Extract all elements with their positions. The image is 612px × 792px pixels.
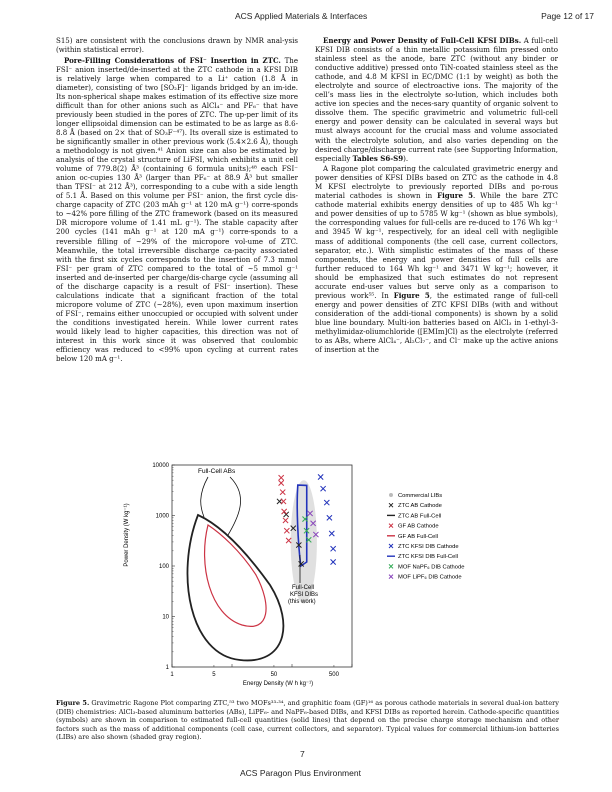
x-axis-label: Energy Density (W h kg⁻¹) <box>242 681 314 687</box>
page-number: 7 <box>300 749 305 759</box>
legend-label: ZTC KFSI DIB Full-Cell <box>398 554 458 561</box>
y-tick-label: 100 <box>158 564 169 570</box>
arrow <box>228 477 241 535</box>
paragraph: S15) are consistent with the conclusions drawn by NMR anal-ysis (within statistical error). <box>56 36 298 55</box>
page-indicator: Page 12 of 17 <box>541 11 594 21</box>
legend-label: Commercial LIBs <box>398 493 443 499</box>
legend-label: ZTC AB Cathode <box>398 503 442 510</box>
legend-swatch <box>389 493 393 497</box>
legend-label: GF AB Full-Cell <box>398 533 438 540</box>
figure-caption: Figure 5. Gravimetric Ragone Plot comparing ZTC,⁵³ two MOFs³³·³⁴, and graphitic foam (GF)¹⁶ as porous cathode materials in several dual-ion battery (DIB) chemistries: AlCl₃-based aluminum batteries (ABs), LiPF₆- and NaPF₆-based DIBs, and KFSI DIBs as reported herein. Cathode-specific quantities (symbols) are shown in comparison to estimated full-cell quantities (solid lines) that depend on the precise charge storage mechanism and other factors such as the mass of additional components (cell case, current collectors, and separator). Typical values for commercial lithium-ion batteries (LIBs) are also shown (shaded gray region). <box>56 699 560 742</box>
y-tick-label: 10000 <box>152 463 169 469</box>
left-column <box>56 36 298 365</box>
plot-frame <box>172 465 352 667</box>
data-point-gf-ab-cathode <box>281 499 286 504</box>
data-point-gf-ab-cathode <box>286 538 291 543</box>
arrow <box>201 477 208 517</box>
legend-item <box>389 575 462 581</box>
journal-header: ACS Applied Materials & Interfaces <box>235 11 368 21</box>
data-point-gf-ab-cathode <box>280 490 285 495</box>
legend-label: MOF NaPF₆ DIB Cathode <box>398 564 465 571</box>
legend-item <box>387 534 438 540</box>
data-point-ztc-kfsi-dib-cathode <box>331 546 336 551</box>
x-tick-label: 1 <box>170 672 174 678</box>
annotation-fullcell-abs: Full-Cell ABs <box>198 468 236 475</box>
paragraph: Pore-Filling Considerations of FSI⁻ Insertion in ZTC. The FSI⁻ anion inserted/de-inserted at the ZTC cathode in a KFSI DIB is relatively large when compared to a Li⁺ cation (1.8 Å in diameter), consisting of two [SO₂F]⁻ ligands bridged by an im-ide. Its non-spherical shape makes estimation of its effective size more difficult than for other anions such as AlCl₄⁻ and PF₆⁻ that have previously been studied in the pores of ZTC. The up-per limit of its longer ellipsoidal dimension can be estimated to be as large as 8.6-8.8 Å (based on 2× that of SO₃F⁻⁴⁷). Its overall size is estimated to be significantly smaller in other previous work (5.4×2.6 Å), though a methodology is not given.⁴¹ Anion size can also be estimated by analysis of the crystal structure of LiFSI, which exhibits a unit cell volume of 779.8(2) Å³ (containing 6 formula units);⁴⁸ each FSI⁻ anion oc-cupies 130 Å³ (larger than PF₆⁻ at 88.9 Å³ but smaller than TFSI⁻ at 212 Å³), corresponding to a cube with a side length of 5.1 Å. Based on this volume per FSI⁻ anion, the first cycle dis-charge capacity of ZTC (203 mAh g⁻¹ at 120 mA g⁻¹) corre-sponds to ~42% pore filling of the ZTC framework (based on its measured DR micropore volume of 1.41 mL g⁻¹). The stable capacity after 200 cycles (141 mAh g⁻¹ at 120 mA g⁻¹) corre-sponds to a reversible filling of ~29% of the micropore vol-ume of ZTC. Meanwhile, the total irreversible discharge ca-pacity associated with the first six cycles corresponds to the insertion of 7.3 mmol FSI⁻ per gram of ZTC compared to the total of ~5 mmol g⁻¹ inserted and de-inserted per charge/dis-charge cycle (assuming all of the discharge capacity is a result of FSI⁻ insertion). These calculations indicate that a significant fraction of the total micropore volume of ZTC (~28%), even upon maximum insertion of FSI⁻, remains either unoccupied or occupied with solvent under the conditions investigated herein. While lower current rates would likely lead to higher capacities, this direction was not of interest in this work since it was observed that coulombic efficiency was reduced to <99% upon cycling at current rates below 120 mA g⁻¹. <box>56 55 298 364</box>
legend-item <box>389 493 442 499</box>
y-tick-label: 1 <box>165 665 169 671</box>
data-point-ztc-kfsi-dib-cathode <box>329 531 334 536</box>
legend-item <box>389 524 439 530</box>
ragone-plot <box>120 455 496 695</box>
data-point-gf-ab-cathode <box>284 528 289 533</box>
annotation-kfsi-1: Full-Cell <box>292 585 315 591</box>
data-point-ztc-kfsi-dib-cathode <box>318 474 323 479</box>
x-tick-label: 500 <box>328 672 339 678</box>
legend-item <box>389 564 464 570</box>
legend-item <box>387 554 458 560</box>
plot-axes <box>152 463 352 678</box>
data-point-gf-ab-cathode <box>279 480 284 485</box>
legend-item <box>389 544 459 550</box>
figure-reference[interactable]: Figure 5 <box>437 191 473 201</box>
legend-item <box>389 503 442 509</box>
section-heading: Energy and Power Density of Full-Cell KFSI DIBs. <box>323 36 522 45</box>
range-regions <box>187 477 319 660</box>
data-point-ztc-kfsi-dib-cathode <box>327 515 332 520</box>
ztc-ab-fullcell-outline <box>187 515 283 660</box>
legend-label: ZTC AB Full-Cell <box>398 513 442 520</box>
figure-reference[interactable]: Figure 5 <box>393 290 430 300</box>
legend-label: ZTC KFSI DIB Cathode <box>398 544 459 550</box>
right-column <box>315 36 558 356</box>
annotation-kfsi-2: KFSI DIBs <box>290 592 319 598</box>
y-tick-label: 1000 <box>155 513 169 520</box>
legend-label: MOF LiPF₆ DIB Cathode <box>398 574 462 581</box>
paragraph: Energy and Power Density of Full-Cell KFSI DIBs. A full-cell KFSI DIB consists of a thin metallic potassium film pressed onto stainless steel as the anode, bare ZTC (without any binder or conductive additive) pressed onto TiN-coated stainless steel as the cathode, and 4.8 M KFSI in EC/DMC (1:1 by weight) as both the electrolyte and source of electroactive ions. The majority of the cell’s mass lies in the electrolyte so-lution, which includes both active ion species and the neces-sary quantity of organic solvent to dissolve them. The specific gravimetric and volumetric full-cell energy and power density can be calculated in several ways but must always account for the crucial mass and volume associated with the electrolyte solution, and also varies depending on the desired charge/discharge current rate (see Supporting Information, especially Tables S6-S9). <box>315 36 559 163</box>
publisher-footer: ACS Paragon Plus Environment <box>240 768 361 778</box>
data-point-gf-ab-cathode <box>282 509 287 514</box>
caption-label: Figure 5. <box>56 699 90 707</box>
legend-item <box>387 513 441 519</box>
y-tick-label: 10 <box>162 614 169 621</box>
section-heading: Pore-Filling Considerations of FSI⁻ Insertion in ZTC. <box>64 55 281 65</box>
data-point-ztc-ab-cathode <box>284 512 289 517</box>
data-point-gf-ab-cathode <box>279 475 284 480</box>
paragraph: A Ragone plot comparing the calculated gravimetric energy and power densities of KFSI DIBs based on ZTC as the cathode in 4.8 M KFSI electrolyte to previously reported DIBs and po-rous material cathodes is shown in Figure 5. While the bare ZTC cathode material exhibits energy densities of up to 485 Wh kg⁻¹ and power densities of up to 5785 W kg⁻¹ (shown as blue symbols), the corresponding values for full-cells are re-duced to 176 Wh kg⁻¹ and 3945 W kg⁻¹, respectively, for an ideal cell with negligible mass of additional components (the cell case, current collectors, separator, etc.). With simplistic estimates of the mass of these components, the energy and power densities of full cells are further reduced to 164 Wh kg⁻¹ and 3471 W kg⁻¹; however, it should be emphasized that such estimates do not represent accurate end-user values but serve only as a comparison to previous work⁵⁵. In Figure 5, the estimated range of full-cell energy and power densities of ZTC KFSI DIBs (with and without consideration of the addi-tional components) is shown by a solid blue line boundary. Multi-ion batteries based on AlCl₃ in 1-ethyl-3-methylimidaz-oliumchloride ([EMIm]Cl) as the electrolyte (referred to as ABs, where AlCl₄⁻, Al₂Cl₇⁻, and Cl⁻ make up the active anions of insertion at the <box>315 164 558 355</box>
y-axis-label: Power Density (W kg⁻¹) <box>124 503 130 567</box>
annotation-kfsi-3: (this work) <box>288 599 316 605</box>
legend-label: GF AB Cathode <box>398 523 439 530</box>
legend <box>387 493 464 581</box>
data-point-ztc-kfsi-dib-cathode <box>321 486 326 491</box>
x-tick-label: 50 <box>270 672 278 678</box>
gf-ab-fullcell-outline <box>205 525 266 626</box>
x-tick-label: 5 <box>212 672 216 678</box>
data-point-gf-ab-cathode <box>283 518 288 523</box>
data-point-ztc-kfsi-dib-cathode <box>331 559 336 564</box>
data-point-ztc-kfsi-dib-cathode <box>324 500 329 505</box>
